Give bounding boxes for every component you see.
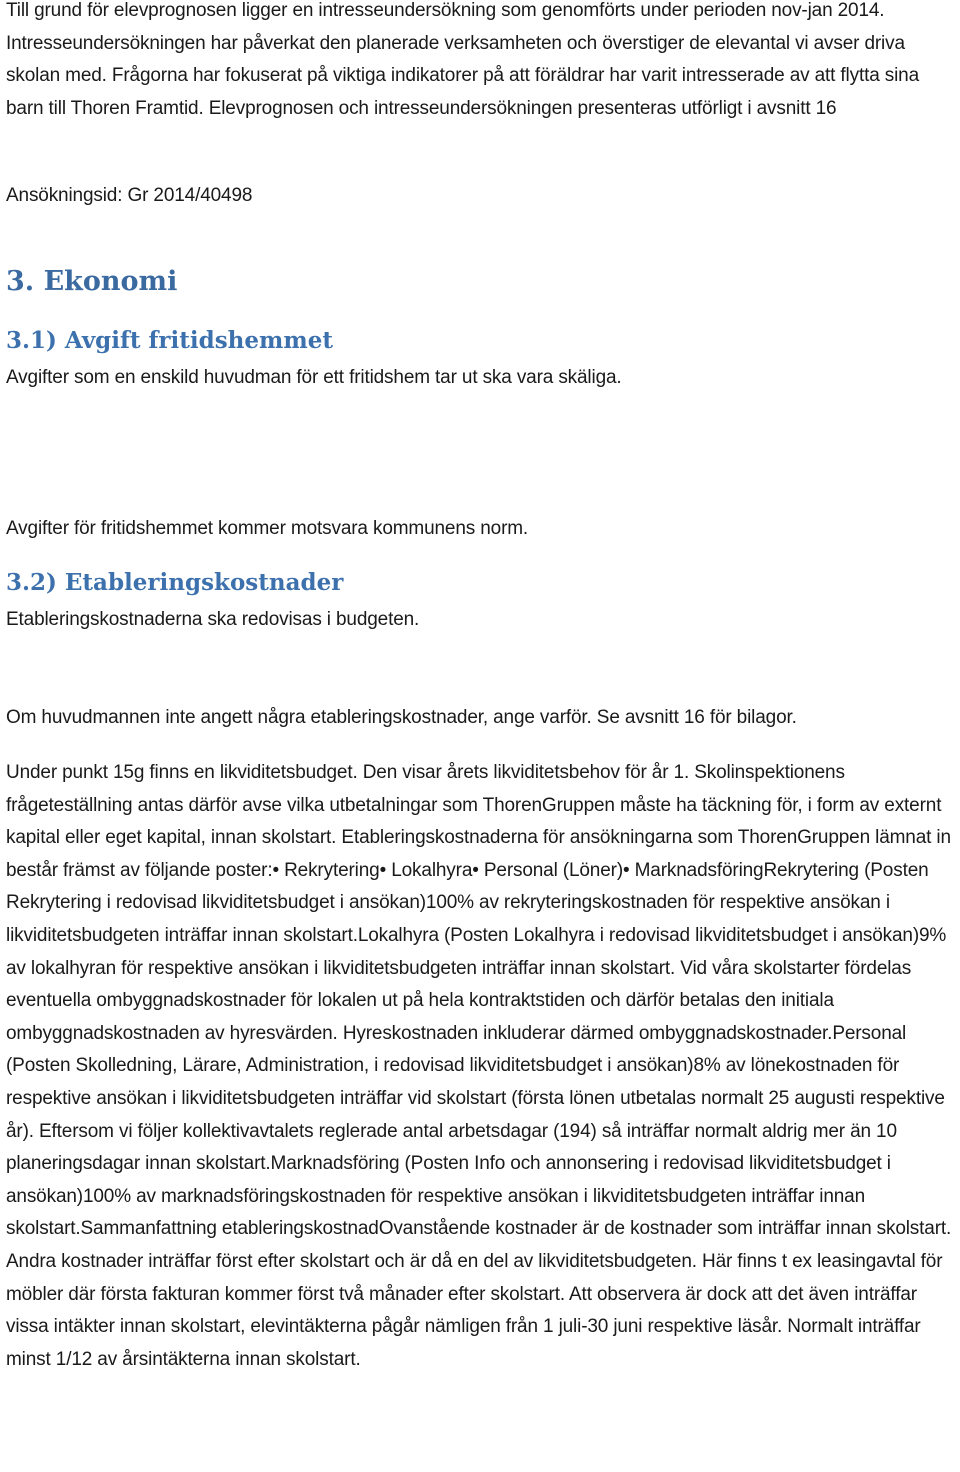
avgift-paragraph-1: Avgifter som en enskild huvudman för ett fritidshem tar ut ska vara skäliga. [6,367,622,388]
avgift-paragraph-2: Avgifter för fritidshemmet kommer motsvara kommunens norm. [6,518,529,539]
etablering-paragraph-1: Etableringskostnaderna ska redovisas i budgeten. [6,609,420,630]
section-heading-ekonomi: 3. Ekonomi [6,266,178,297]
application-id: Ansökningsid: Gr 2014/40498 [6,185,253,206]
etablering-paragraph-2: Om huvudmannen inte angett några etableringskostnader, ange varför. Se avsnitt 16 för bilagor. [6,707,797,728]
intro-paragraph: Till grund för elevprognosen ligger en intresseundersökning som genomförts under perioden nov-jan 2014. Intresseundersökningen har påverkat den planerade verksamheten och överstiger de elevantal vi avser driva skolan med. Frågorna har fokuserat på viktiga indikatorer på att föräldrar har varit intresserade av att flytta sina barn till Thoren Framtid. Elevprognosen och intresseundersökningen presenteras utförligt i avsnitt 16 [6,0,919,119]
subsection-heading-avgift: 3.1) Avgift fritidshemmet [6,327,333,354]
subsection-heading-etablering: 3.2) Etableringskostnader [6,569,344,596]
etablering-paragraph-3: Under punkt 15g finns en likviditetsbudget. Den visar årets likviditetsbehov för år 1. Skolinspektionens frågeteställning antas därför avse vilka utbetalningar som ThorenGruppen måste ha täckning för, i form av externt kapital eller eget kapital, innan skolstart. Etableringskostnaderna för ansökningarna som ThorenGruppen lämnat in består främst av följande poster:• Rekrytering• Lokalhyra• Personal (Löner)• MarknadsföringRekrytering (Posten Rekrytering i redovisad likviditetsbudget i ansökan)100% av rekryteringskostnaden för respektive ansökan i likviditetsbudgeten inträffar innan skolstart.Lokalhyra (Posten Lokalhyra i redovisad likviditetsbudget i ansökan)9% av lokalhyran för respektive ansökan i likviditetsbudgeten inträffar innan skolstart. Vid våra skolstarter fördelas eventuella ombyggnadskostnader för lokalen ut på hela kontraktstiden och därför betalas den initiala ombyggnadskostnaden av hyresvärden. Hyreskostnaden inkluderar därmed ombyggnadskostnader.Personal (Posten Skolledning, Lärare, Administration, i redovisad likviditetsbudget i ansökan)8% av lönekostnaden för respektive ansökan i likviditetsbudgeten inträffar vid skolstart (första lönen utbetalas normalt 25 augusti respektive år). Eftersom vi följer kollektivavtalets reglerade antal arbetsdagar (194) så inträffar normalt aldrig mer än 10 planeringsdagar innan skolstart.Marknadsföring (Posten Info och annonsering i redovisad likviditetsbudget i ansökan)100% av marknadsföringskostnaden för respektive ansökan i likviditetsbudgeten inträffar innan skolstart.Sammanfattning etableringskostnadOvanstående kostnader är de kostnader som inträffar innan skolstart. Andra kostnader inträffar först efter skolstart och är då en del av likviditetsbudgeten. Här finns t ex leasingavtal för möbler där första fakturan kommer först två månader efter skolstart. Att observera är dock att det även inträffar vissa intäkter innan skolstart, elevintäkterna pågår nämligen från 1 juli-30 juni respektive läsår. Normalt inträffar minst 1/12 av årsintäkterna innan skolstart. [6,762,952,1370]
